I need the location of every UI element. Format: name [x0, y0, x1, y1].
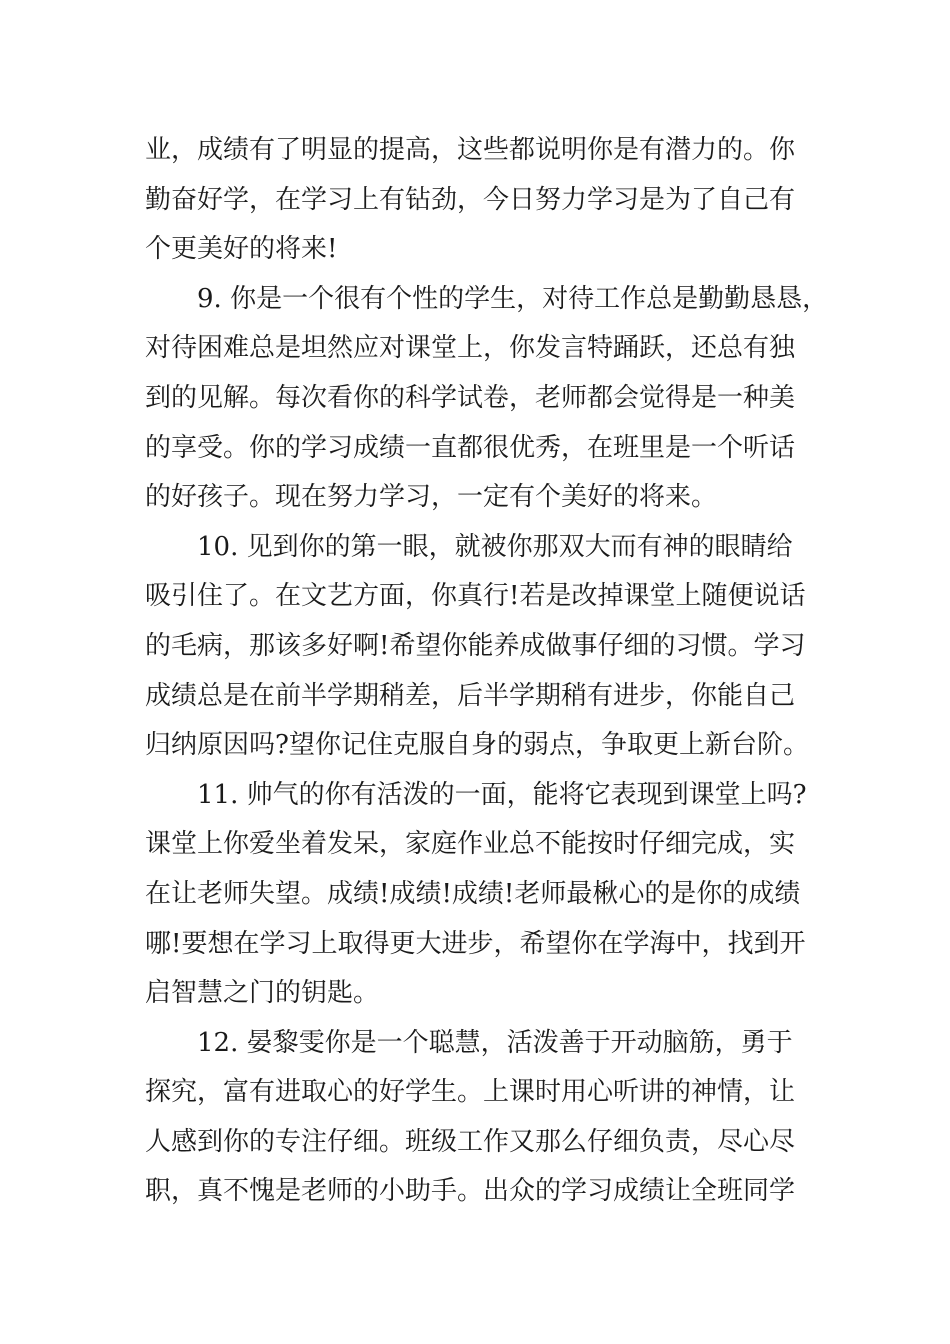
text-line: 成绩总是在前半学期稍差，后半学期稍有进步，你能自己: [145, 680, 796, 711]
text-line: 吸引住了。在文艺方面，你真行!若是改掉课堂上随便说话: [145, 581, 806, 612]
text-line: 10. 见到你的第一眼，就被你那双大而有神的眼睛给: [197, 531, 793, 562]
text-line: 11. 帅气的你有活泼的一面，能将它表现到课堂上吗?: [197, 779, 807, 810]
document-body: [145, 126, 829, 1217]
paragraph-11: [145, 771, 810, 1019]
text-line: 人感到你的专注仔细。班级工作又那么仔细负责，尽心尽: [145, 1126, 796, 1157]
text-line: 在让老师失望。成绩!成绩!成绩!老师最楸心的是你的成绩: [145, 878, 801, 909]
text-line: 对待困难总是坦然应对课堂上，你发言特踊跃，还总有独: [145, 333, 796, 364]
paragraph-9: [145, 275, 829, 523]
text-line: 9. 你是一个很有个性的学生，对待工作总是勤勤恳恳，: [197, 283, 829, 314]
text-line: 的好孩子。现在努力学习，一定有个美好的将来。: [145, 482, 718, 513]
paragraph-12: [145, 1019, 810, 1217]
text-line: 启智慧之门的钥匙。: [145, 978, 380, 1009]
text-line: 12. 晏黎雯你是一个聪慧，活泼善于开动脑筋，勇于: [197, 1027, 793, 1058]
text-line: 勤奋好学，在学习上有钻劲，今日努力学习是为了自己有: [145, 184, 796, 215]
text-line: 职，真不愧是老师的小助手。出众的学习成绩让全班同学: [145, 1176, 796, 1207]
text-line: 哪!要想在学习上取得更大进步，希望你在学海中，找到开: [145, 928, 806, 959]
paragraph-8-continued: [145, 126, 810, 275]
text-line: 课堂上你爱坐着发呆，家庭作业总不能按时仔细完成，实: [145, 829, 796, 860]
paragraph-10: [145, 523, 810, 771]
text-line: 的享受。你的学习成绩一直都很优秀，在班里是一个听话: [145, 432, 796, 463]
text-line: 探究，富有进取心的好学生。上课时用心听讲的神情，让: [145, 1077, 796, 1108]
text-line: 到的见解。每次看你的科学试卷，老师都会觉得是一种美: [145, 382, 796, 413]
text-line: 业，成绩有了明显的提高，这些都说明你是有潜力的。你: [145, 135, 796, 165]
text-line: 归纳原因吗?望你记住克服自身的弱点，争取更上新台阶。: [145, 730, 809, 761]
text-line: 个更美好的将来!: [145, 234, 338, 265]
text-line: 的毛病，那该多好啊!希望你能养成做事仔细的习惯。学习: [145, 630, 806, 661]
